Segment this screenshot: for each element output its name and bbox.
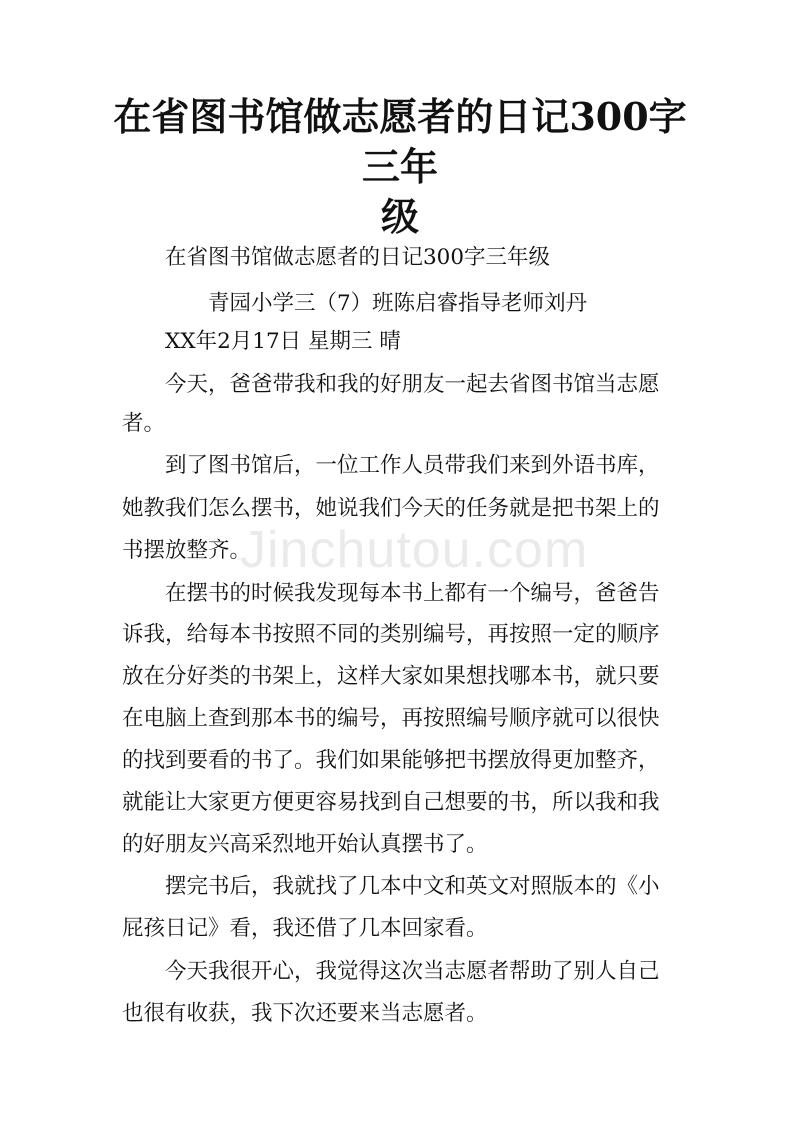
paragraph-5-line-1: 今天我很开心，我觉得这次当志愿者帮助了别人自己 (165, 959, 660, 984)
subtitle: 在省图书馆做志愿者的日记300字三年级 (165, 245, 551, 270)
paragraph-4-line-1: 摆完书后，我就找了几本中文和英文对照版本的《小 (165, 874, 660, 899)
title-line-2: 级 (380, 194, 419, 239)
title-line-1: 在省图书馆做志愿者的日记300字三年 (113, 94, 687, 189)
paragraph-3-line-7: 的好朋友兴高采烈地开始认真摆书了。 (122, 832, 488, 857)
paragraph-3-line-1: 在摆书的时候我发现每本书上都有一个编号，爸爸告 (165, 581, 660, 606)
paragraph-3-line-6: 就能让大家更方便更容易找到自己想要的书，所以我和我 (122, 790, 660, 815)
watermark: Jinchutou.com (240, 521, 589, 579)
paragraph-2-line-3: 书摆放整齐。 (122, 538, 252, 563)
paragraph-4-line-2: 屁孩日记》看，我还借了几本回家看。 (122, 916, 488, 941)
paragraph-1-line-1: 今天，爸爸带我和我的好朋友一起去省图书馆当志愿 (165, 372, 660, 397)
document-title (110, 92, 690, 242)
date-line: XX年2月17日 星期三 晴 (165, 329, 401, 354)
paragraph-3-line-5: 的找到要看的书了。我们如果能够把书摆放得更加整齐， (122, 748, 660, 773)
paragraph-5-line-2: 也很有收获，我下次还要来当志愿者。 (122, 1001, 488, 1026)
paragraph-2-line-1: 到了图书馆后，一位工作人员带我们来到外语书库， (165, 453, 660, 478)
paragraph-3-line-4: 在电脑上查到那本书的编号，再按照编号顺序就可以很快 (122, 706, 660, 731)
byline: 青园小学三（7）班陈启睿指导老师刘丹 (208, 291, 588, 316)
paragraph-3-line-3: 放在分好类的书架上，这样大家如果想找哪本书，就只要 (122, 664, 660, 689)
paragraph-1-line-2: 者。 (122, 411, 166, 436)
paragraph-2-line-2: 她教我们怎么摆书，她说我们今天的任务就是把书架上的 (122, 496, 660, 521)
paragraph-3-line-2: 诉我，给每本书按照不同的类别编号，再按照一定的顺序 (122, 622, 660, 647)
